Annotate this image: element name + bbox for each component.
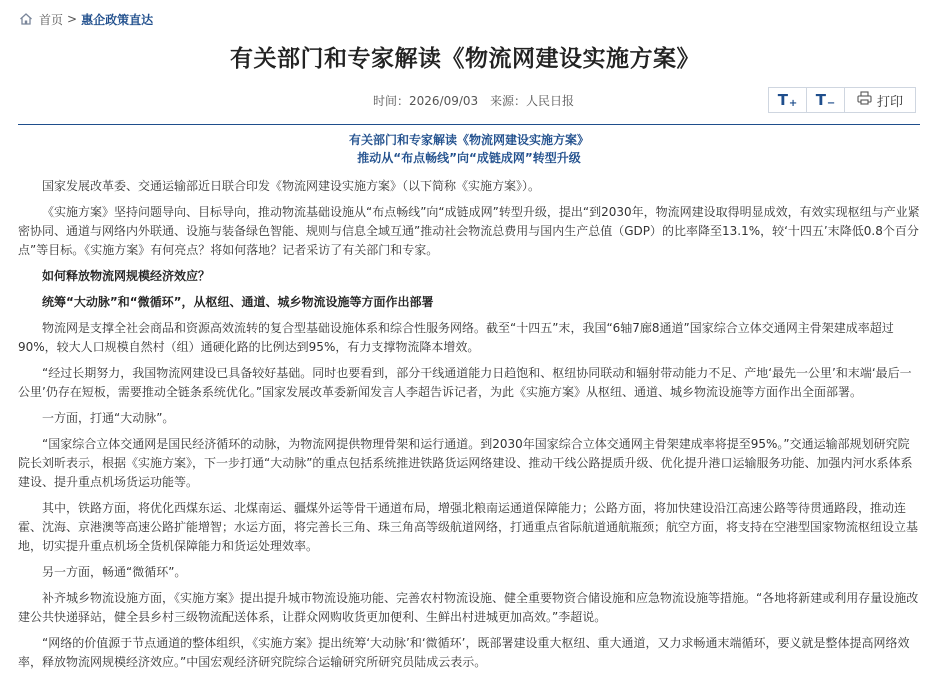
headline-sub: 推动从“布点畅线”向“成链成网”转型升级 <box>357 151 581 165</box>
section-heading: 统筹“大动脉”和“微循环”，从枢纽、通道、城乡物流设施等方面作出部署 <box>42 295 434 309</box>
paragraph: 补齐城乡物流设施方面，《实施方案》提出提升城市物流设施功能、完善农村物流设施、健全重要物资合储设施和应急物流设施等措施。“各地将新建或利用存量设施改建公共快递驿站，健全县乡村三级物流配送体系，让群众网购收货更加便利、生鲜出村进城更加高效。”李超说。 <box>18 591 919 624</box>
article-headline <box>18 131 920 167</box>
home-icon[interactable] <box>19 12 33 26</box>
font-increase-button[interactable] <box>768 87 807 113</box>
article-meta <box>373 92 582 109</box>
plus-icon: + <box>788 97 798 109</box>
font-decrease-label: T <box>815 91 826 109</box>
page-title: 有关部门和专家解读《物流网建设实施方案》 <box>230 46 700 72</box>
title-divider <box>18 124 920 125</box>
headline-main: 有关部门和专家解读《物流网建设实施方案》 <box>348 133 589 147</box>
font-increase-label: T <box>777 91 788 109</box>
breadcrumb-home-link[interactable]: 首页 <box>39 12 64 27</box>
print-label: 打印 <box>876 94 903 110</box>
paragraph: 国家发展改革委、交通运输部近日联合印发《物流网建设实施方案》（以下简称《实施方案》）。 <box>42 179 541 193</box>
article-body <box>18 131 920 679</box>
paragraph: 物流网是支撑全社会商品和资源高效流转的复合型基础设施体系和综合性服务网络。截至“十四五”末，我国“6轴7廊8通道”国家综合立体交通网主骨架建成率超过90%，较大人口规模自然村（组）通硬化路的比例达到95%，有力支撑物流降本增效。 <box>18 321 894 354</box>
breadcrumb <box>19 10 153 28</box>
paragraph: “国家综合立体交通网是国民经济循环的动脉，为物流网提供物理骨架和运行通道。到2030年国家综合立体交通网主骨架建成率将提至95%。”交通运输部规划研究院院长刘昕表示，根据《实施方案》，下一步打通“大动脉”的重点包括系统推进铁路货运网络建设、推动干线公路提质升级、优化提升港口运输服务功能、加强内河水系体系建设、提升重点机场货运功能等。 <box>18 437 913 489</box>
font-decrease-button[interactable] <box>806 87 845 113</box>
paragraph: 其中，铁路方面，将优化西煤东运、北煤南运、疆煤外运等骨干通道布局，增强北粮南运通道保障能力；公路方面，将加快建设沿江高速公路等待贯通路段，推动连霍、沈海、京港澳等高速公路扩能增智；水运方面，将完善长三角、珠三角高等级航道网络，打通重点省际航道通航瓶颈；航空方面，将支持在空港型国家物流枢纽设立基地，切实提升重点机场全货机保障能力和货运处理效率。 <box>18 501 919 553</box>
paragraph: 一方面，打通“大动脉”。 <box>42 411 175 425</box>
article-source: 来源：人民日报 <box>490 94 575 108</box>
section-question: 如何释放物流网规模经济效应？ <box>42 269 211 283</box>
printer-icon <box>857 91 877 109</box>
print-button[interactable] <box>844 87 916 113</box>
paragraph: “经过长期努力，我国物流网建设已具备较好基础。同时也要看到，部分干线通道能力日趋饱和、枢纽协同联动和辐射带动能力不足、产地‘最先一公里’和末端‘最后一公里’仍存在短板，需要推动全链条系统优化。”国家发展改革委新闻发言人李超告诉记者，为此《实施方案》从枢纽、通道、城乡物流设施等方面作出全面部署。 <box>18 366 912 399</box>
breadcrumb-separator: > <box>67 12 78 26</box>
paragraph: 另一方面，畅通“微循环”。 <box>42 565 187 579</box>
minus-icon: − <box>826 97 836 109</box>
breadcrumb-current-link[interactable]: 惠企政策直达 <box>81 12 154 27</box>
publish-time: 时间：2026/09/03 <box>373 94 479 108</box>
article-toolbar <box>768 87 916 113</box>
paragraph: “网络的价值源于节点通道的整体组织，《实施方案》提出统筹‘大动脉’和‘微循环’，既部署建设重大枢纽、重大通道，又力求畅通末端循环，要义就是整体提高网络效率，释放物流网规模经济效应。”中国宏观经济研究院综合运输研究所研究员陆成云表示。 <box>18 636 910 669</box>
paragraph: 《实施方案》坚持问题导向、目标导向，推动物流基础设施从“布点畅线”向“成链成网”转型升级，提出“到2030年，物流网建设取得明显成效，有效实现枢纽与产业紧密协同、通道与网络内外联通、设施与装备绿色智能、规则与信息全域互通”推动社会物流总费用与国内生产总值（GDP）的比率降至13.1%，较‘十四五’末降低0.8个百分点”等目标。《实施方案》有何亮点？将如何落地？记者采访了有关部门和专家。 <box>18 205 920 257</box>
